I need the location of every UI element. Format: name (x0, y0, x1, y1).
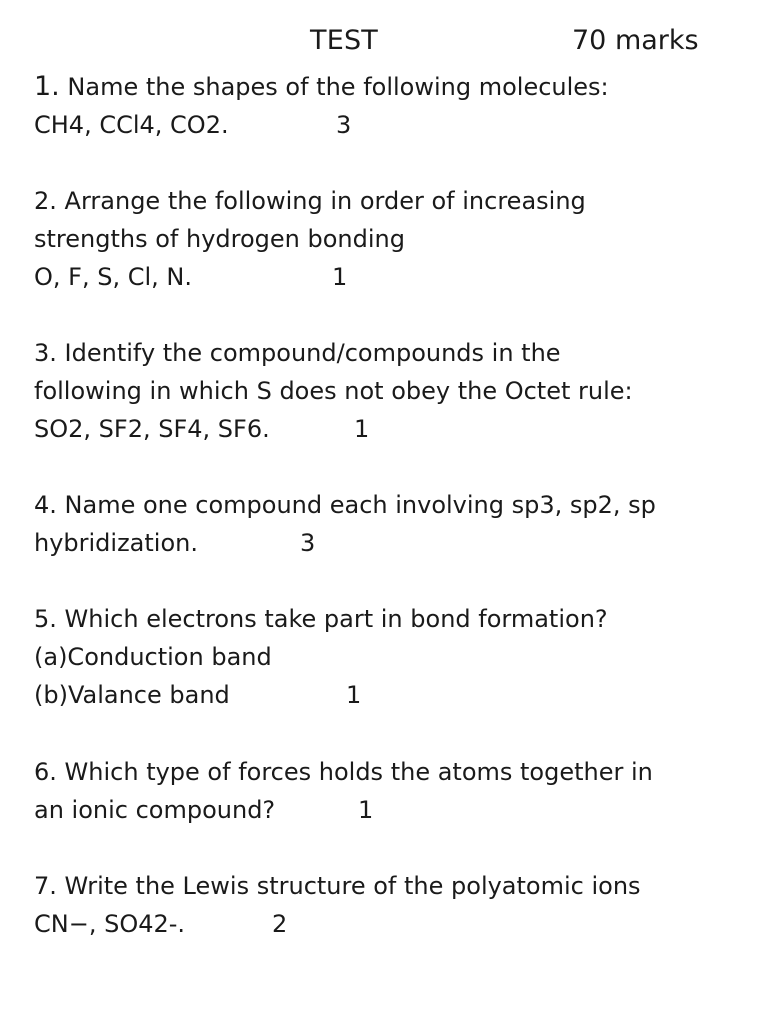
question-4 (34, 486, 734, 562)
question-text-line: SO2, SF2, SF4, SF6. 1 (34, 410, 734, 448)
question-number: 6. (34, 758, 57, 786)
question-marks: 1 (358, 796, 374, 824)
question-text-line: 1. Name the shapes of the following molecules: (34, 71, 609, 102)
question-text-line: 7. Write the Lewis structure of the polyatomic ions (34, 872, 641, 900)
question-text-line: 3. Identify the compound/compounds in the (34, 339, 561, 367)
question-1 (34, 68, 734, 144)
question-text-line: O, F, S, Cl, N. 1 (34, 258, 734, 296)
question-marks: 1 (332, 263, 348, 291)
question-text-line: following in which S does not obey the Octet rule: (34, 377, 633, 405)
question-number: 4. (34, 491, 57, 519)
question-7 (34, 867, 734, 943)
question-text-line: 6. Which type of forces holds the atoms together in (34, 758, 653, 786)
question-number: 7. (34, 872, 57, 900)
question-marks: 2 (272, 910, 288, 938)
question-text-line: 4. Name one compound each involving sp3, sp2, sp (34, 491, 656, 519)
question-6 (34, 753, 734, 829)
page-title: TEST (310, 25, 378, 56)
question-marks: 1 (354, 415, 370, 443)
question-text-line: hybridization. 3 (34, 524, 734, 562)
question-text-line: 2. Arrange the following in order of increasing (34, 187, 586, 215)
question-text-line: an ionic compound? 1 (34, 791, 734, 829)
question-2 (34, 182, 734, 296)
question-text-line: strengths of hydrogen bonding (34, 225, 405, 253)
question-text-line: (a)Conduction band (34, 643, 272, 671)
question-text-line: CN−, SO42-. 2 (34, 905, 734, 943)
question-number: 2. (34, 187, 57, 215)
total-marks: 70 marks (572, 25, 699, 56)
question-number: 5. (34, 605, 57, 633)
question-text-line: CH4, CCl4, CO2. 3 (34, 106, 734, 144)
question-text-line: 5. Which electrons take part in bond formation? (34, 605, 608, 633)
question-3 (34, 334, 734, 448)
question-marks: 1 (346, 681, 362, 709)
question-5 (34, 600, 734, 714)
question-text-line: (b)Valance band 1 (34, 676, 734, 714)
question-marks: 3 (300, 529, 316, 557)
question-number: 1. (34, 71, 60, 102)
question-marks: 3 (336, 111, 352, 139)
question-number: 3. (34, 339, 57, 367)
